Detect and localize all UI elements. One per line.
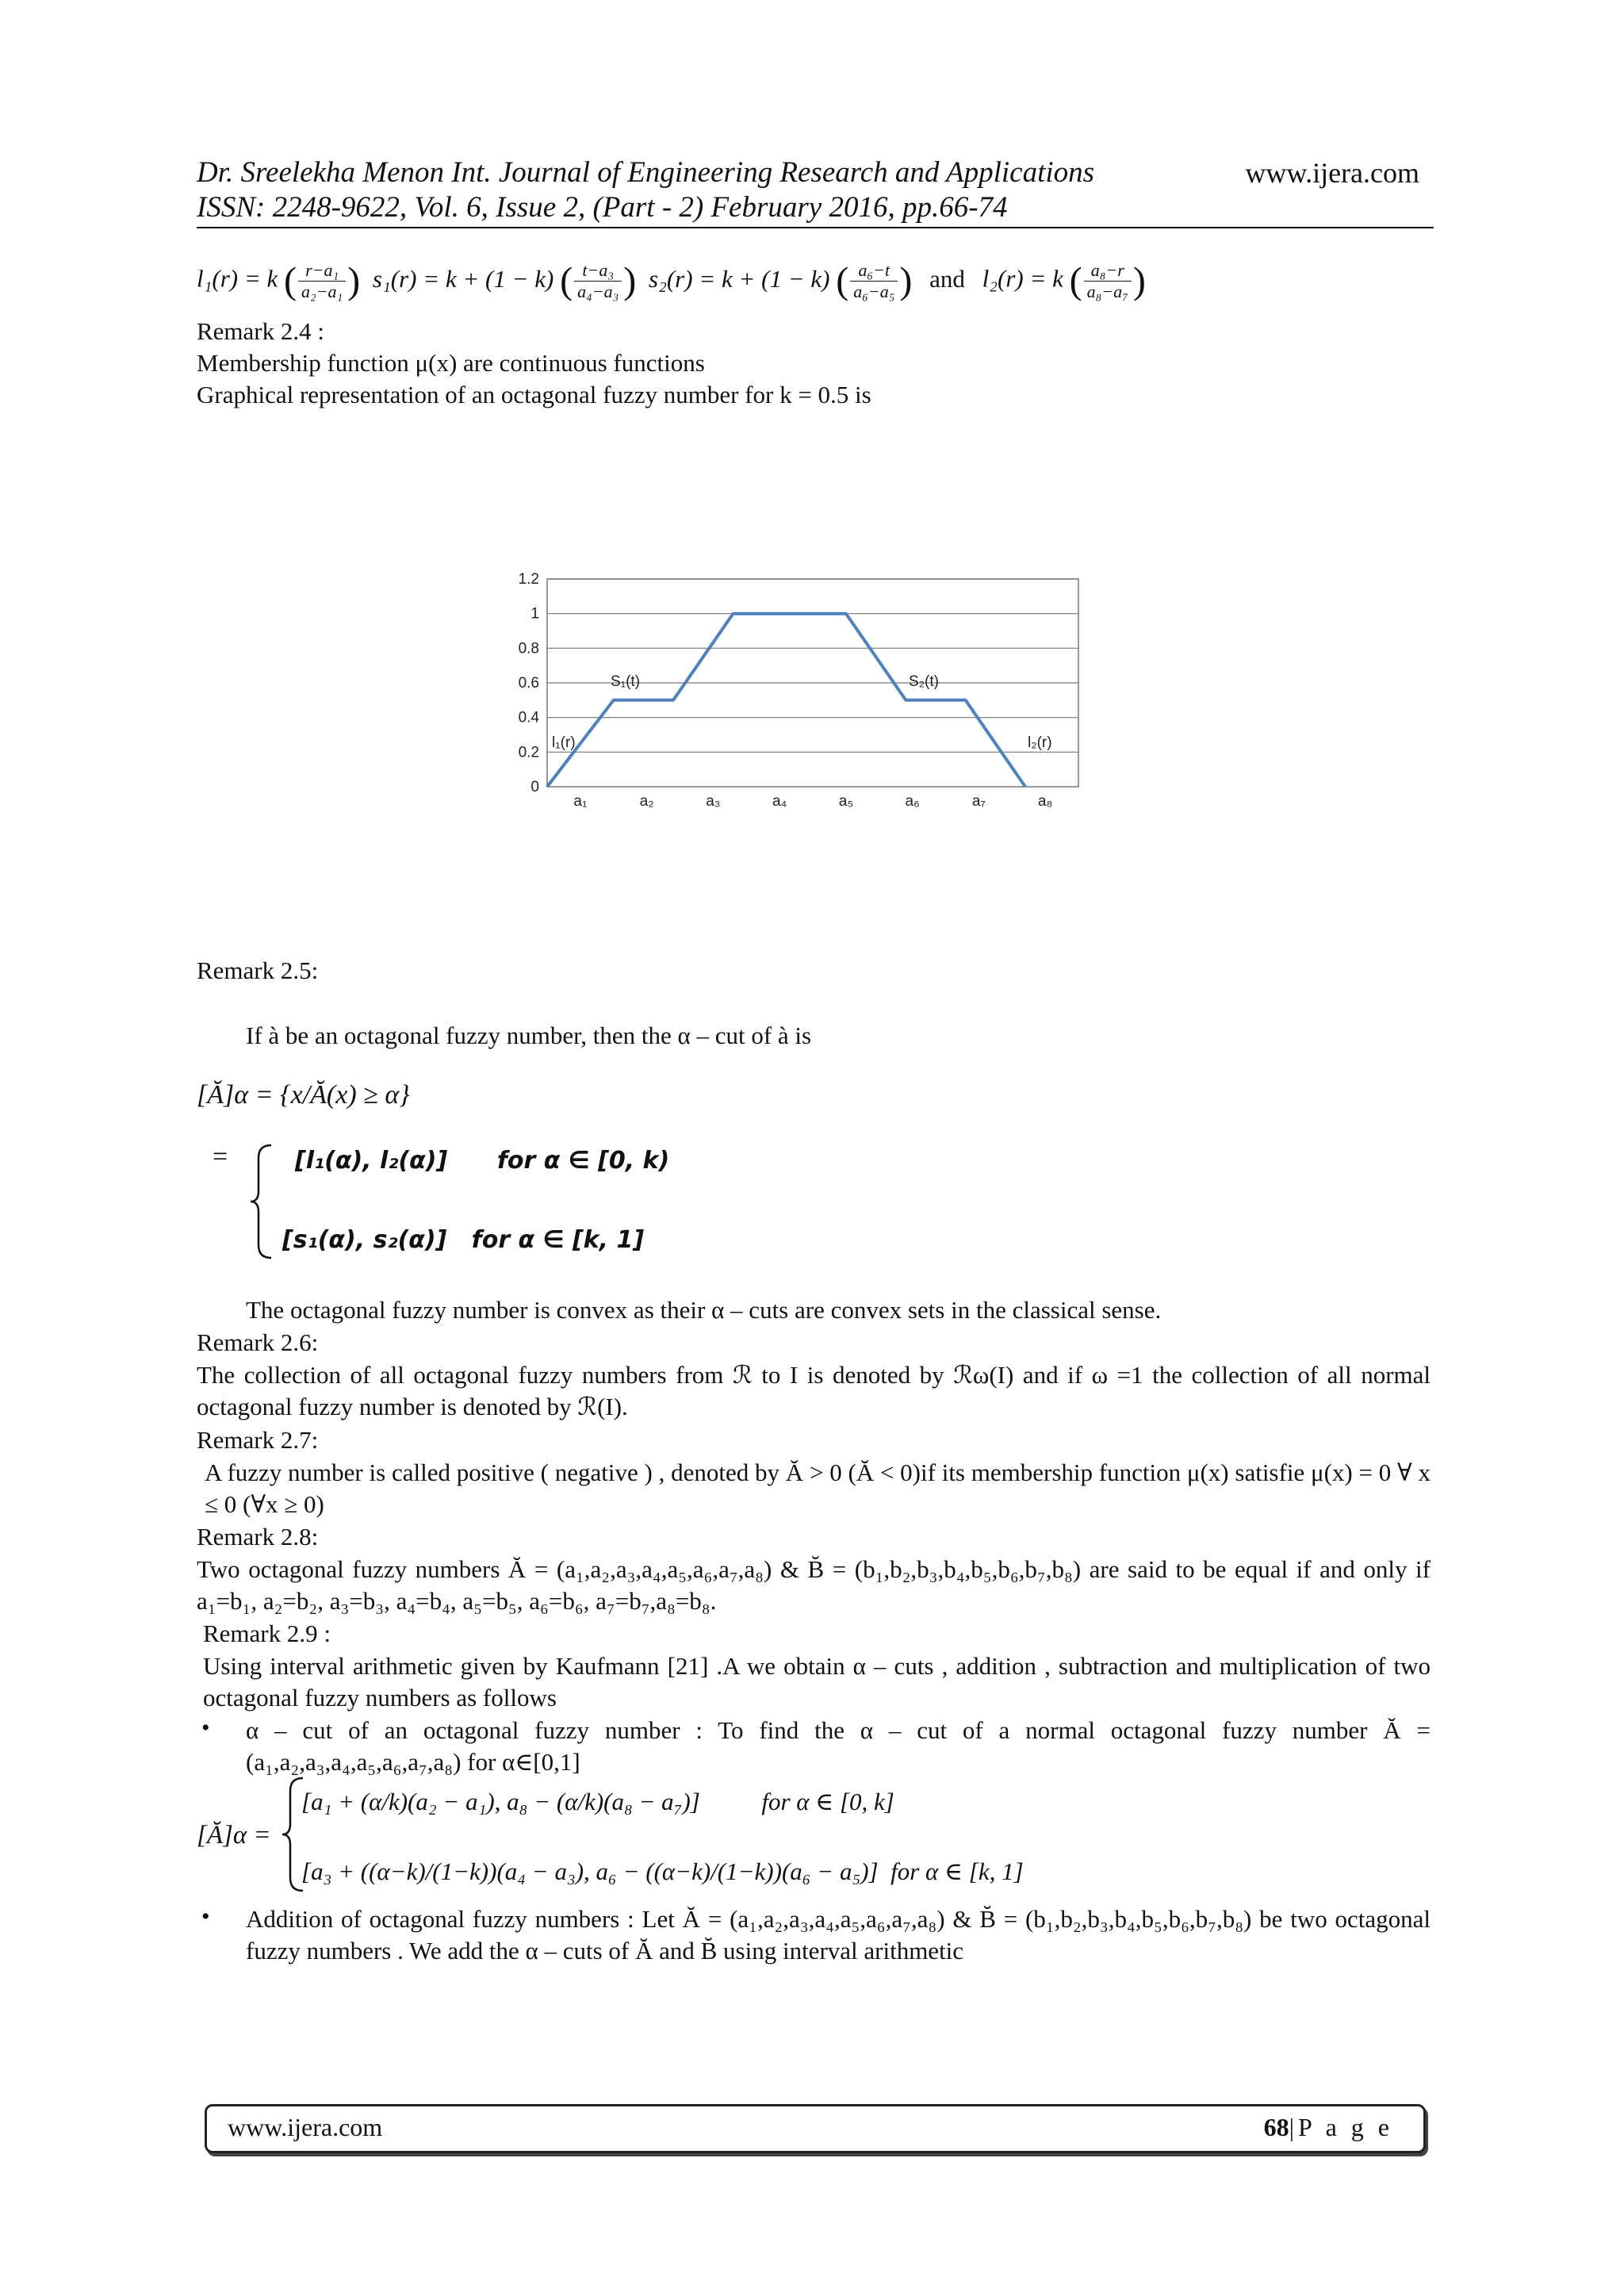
alpha-cut-case1: [l₁(α), l₂(α)] for α ∈ [0, k)	[295, 1147, 670, 1175]
y-tick-label: 0.8	[518, 640, 539, 657]
journal-line: Dr. Sreelekha Menon Int. Journal of Engineering Research and Applications	[197, 156, 1095, 189]
x-tick-label: a₈	[1037, 793, 1053, 809]
s1-formula: s₁(r) = k + (1 − k)	[372, 264, 554, 293]
remark-2-9-title: Remark 2.9 :	[203, 1619, 331, 1647]
y-tick-label: 1	[530, 605, 539, 623]
remark-2-5-intro: If à be an octagonal fuzzy number, then the α – cut of à is	[246, 1022, 812, 1049]
l2-annotation: l₂(r)	[1028, 734, 1052, 751]
remark-2-4-line2: Graphical representation of an octagonal fuzzy number for k = 0.5 is	[197, 381, 871, 408]
y-tick-label: 1.2	[518, 571, 539, 588]
bullet-2-text: Addition of octagonal fuzzy numbers : Let Ă = (a₁,a₂,a₃,a₄,a₅,a₆,a₇,a₈) & B̆ = (b₁,b₂,b₃,b₄,b₅,b₆,b₇,b₈) be two octagonal fuzzy numbers . We add the α – cuts of Ă and B̆ using interval arithmetic	[246, 1905, 1431, 1964]
remark-2-4-title: Remark 2.4 :	[197, 317, 324, 345]
l1-annotation: l₁(r)	[552, 734, 576, 751]
y-tick-label: 0.4	[518, 709, 539, 726]
s2-numerator: a₆−t	[850, 260, 898, 282]
remark-2-6-title: Remark 2.6:	[197, 1328, 319, 1356]
l1-formula: l₁(r) = k	[197, 264, 278, 293]
alpha-cut-general-case1: [a₁ + (α/k)(a₂ − a₁), a₈ − (α/k)(a₈ − a₇)] for α ∈ [0, k]	[301, 1788, 894, 1815]
x-tick-label: a₃	[706, 793, 721, 809]
x-tick-label: a₅	[838, 793, 853, 809]
s1-denominator: a₄−a₃	[577, 282, 619, 301]
remark-2-6-text: The collection of all octagonal fuzzy numbers from ℛ to I is denoted by ℛω(I) and if ω =1 the collection of all normal octagonal fuzzy number is denoted by ℛ(I).	[197, 1361, 1431, 1420]
alpha-cut-lhs: [Ă]α =	[197, 1821, 271, 1849]
remark-2-9-text: Using interval arithmetic given by Kaufmann [21] .A we obtain α – cuts , addition , subtraction and multiplication of two octagonal fuzzy numbers as follows	[203, 1652, 1431, 1711]
convex-statement: The octagonal fuzzy number is convex as their α – cuts are convex sets in the classical sense.	[246, 1296, 1162, 1324]
page-footer	[205, 2104, 1426, 2153]
remark-2-4-line1: Membership function μ(x) are continuous functions	[197, 349, 705, 377]
issn-line: ISSN: 2248-9622, Vol. 6, Issue 2, (Part - 2) February 2016, pp.66-74	[197, 191, 1008, 224]
remark-2-7-text: A fuzzy number is called positive ( negative ) , denoted by Ă > 0 (Ă < 0)if its membership function μ(x) satisfie μ(x) = 0 ∀ x ≤ 0 (∀x ≥ 0)	[205, 1458, 1431, 1518]
and-word: and	[929, 264, 965, 293]
bullet-1: •	[201, 1715, 210, 1741]
l2-denominator: a₈−a₇	[1086, 282, 1128, 301]
l2-formula: l₂(r) = k	[982, 264, 1063, 293]
remark-2-5-title: Remark 2.5:	[197, 956, 319, 984]
s1-annotation: S₁(t)	[611, 673, 641, 690]
l1-numerator: r−a₁	[298, 260, 346, 282]
s2-formula: s₂(r) = k + (1 − k)	[649, 264, 830, 293]
s2-annotation: S₂(t)	[909, 673, 939, 690]
page-number-label	[1264, 2113, 1393, 2142]
left-brace-icon	[247, 1142, 279, 1261]
bullet-2: •	[201, 1903, 210, 1930]
alpha-cut-general-case2: [a₃ + ((α−k)/(1−k))(a₄ − a₃), a₆ − ((α−k)/(1−k))(a₆ − a₅)] for α ∈ [k, 1]	[301, 1857, 1024, 1885]
footer-url[interactable]: www.ijera.com	[228, 2113, 383, 2141]
y-tick-label: 0.6	[518, 675, 539, 692]
l1-denominator: a₂−a₁	[301, 282, 343, 301]
membership-line	[547, 614, 1025, 787]
header-url[interactable]: www.ijera.com	[1245, 157, 1419, 189]
remark-2-4	[197, 316, 1434, 411]
y-tick-label: 0	[530, 779, 539, 795]
octagonal-fuzzy-chart	[492, 571, 1094, 809]
y-tick-label: 0.2	[518, 744, 539, 761]
l2-numerator: a₈−r	[1084, 260, 1132, 282]
s2-denominator: a₆−a₅	[853, 282, 895, 301]
x-tick-label: a₁	[573, 793, 588, 809]
header-rule	[197, 227, 1434, 228]
s1-numerator: t−a₃	[574, 260, 622, 282]
alpha-cut-set: [Ă]α = {x/Ă(x) ≥ α}	[197, 1080, 410, 1110]
bullet-1-text: α – cut of an octagonal fuzzy number : To find the α – cut of a normal octagonal fuzzy number Ă = (a₁,a₂,a₃,a₄,a₅,a₆,a₇,a₈) for α∈[0,1]	[246, 1716, 1431, 1776]
equals-sign: =	[213, 1142, 228, 1171]
alpha-cut-case2: [s₁(α), s₂(α)] for α ∈ [k, 1]	[282, 1226, 645, 1254]
membership-formulas: l₁(r) = k ( $\frac{\text{r−a₁}}{\text{a₂−a₁}}$ ) s₁(r) = k + (1 − k) ( $\frac{\text{t−a₃}}{\text{a₄−a₃}}$ ) s₂(r) = k + (1 − k) ( $\frac{\text{a₆−t}}{\text{a₆−a₅}}$ ) and l₂(r) = k ( $\frac{\text{a₈−r}}{\text{a₈−a₇}}$ )	[197, 259, 1146, 302]
remark-2-8-title: Remark 2.8:	[197, 1523, 319, 1550]
remark-2-7-title: Remark 2.7:	[197, 1426, 319, 1454]
page-word: |P a g e	[1289, 2113, 1393, 2141]
x-tick-label: a₆	[905, 793, 920, 809]
x-tick-label: a₄	[772, 793, 787, 809]
page-number: 68	[1263, 2113, 1289, 2141]
x-tick-label: a₇	[971, 793, 986, 809]
x-tick-label: a₂	[639, 793, 654, 809]
remark-2-8-text: Two octagonal fuzzy numbers Ă = (a₁,a₂,a₃,a₄,a₅,a₆,a₇,a₈) & B̆ = (b₁,b₂,b₃,b₄,b₅,b₆,b₇,b₈) are said to be equal if and only if a₁=b₁, a₂=b₂, a₃=b₃, a₄=b₄, a₅=b₅, a₆=b₆, a₇=b₇,a₈=b₈.	[197, 1555, 1431, 1615]
